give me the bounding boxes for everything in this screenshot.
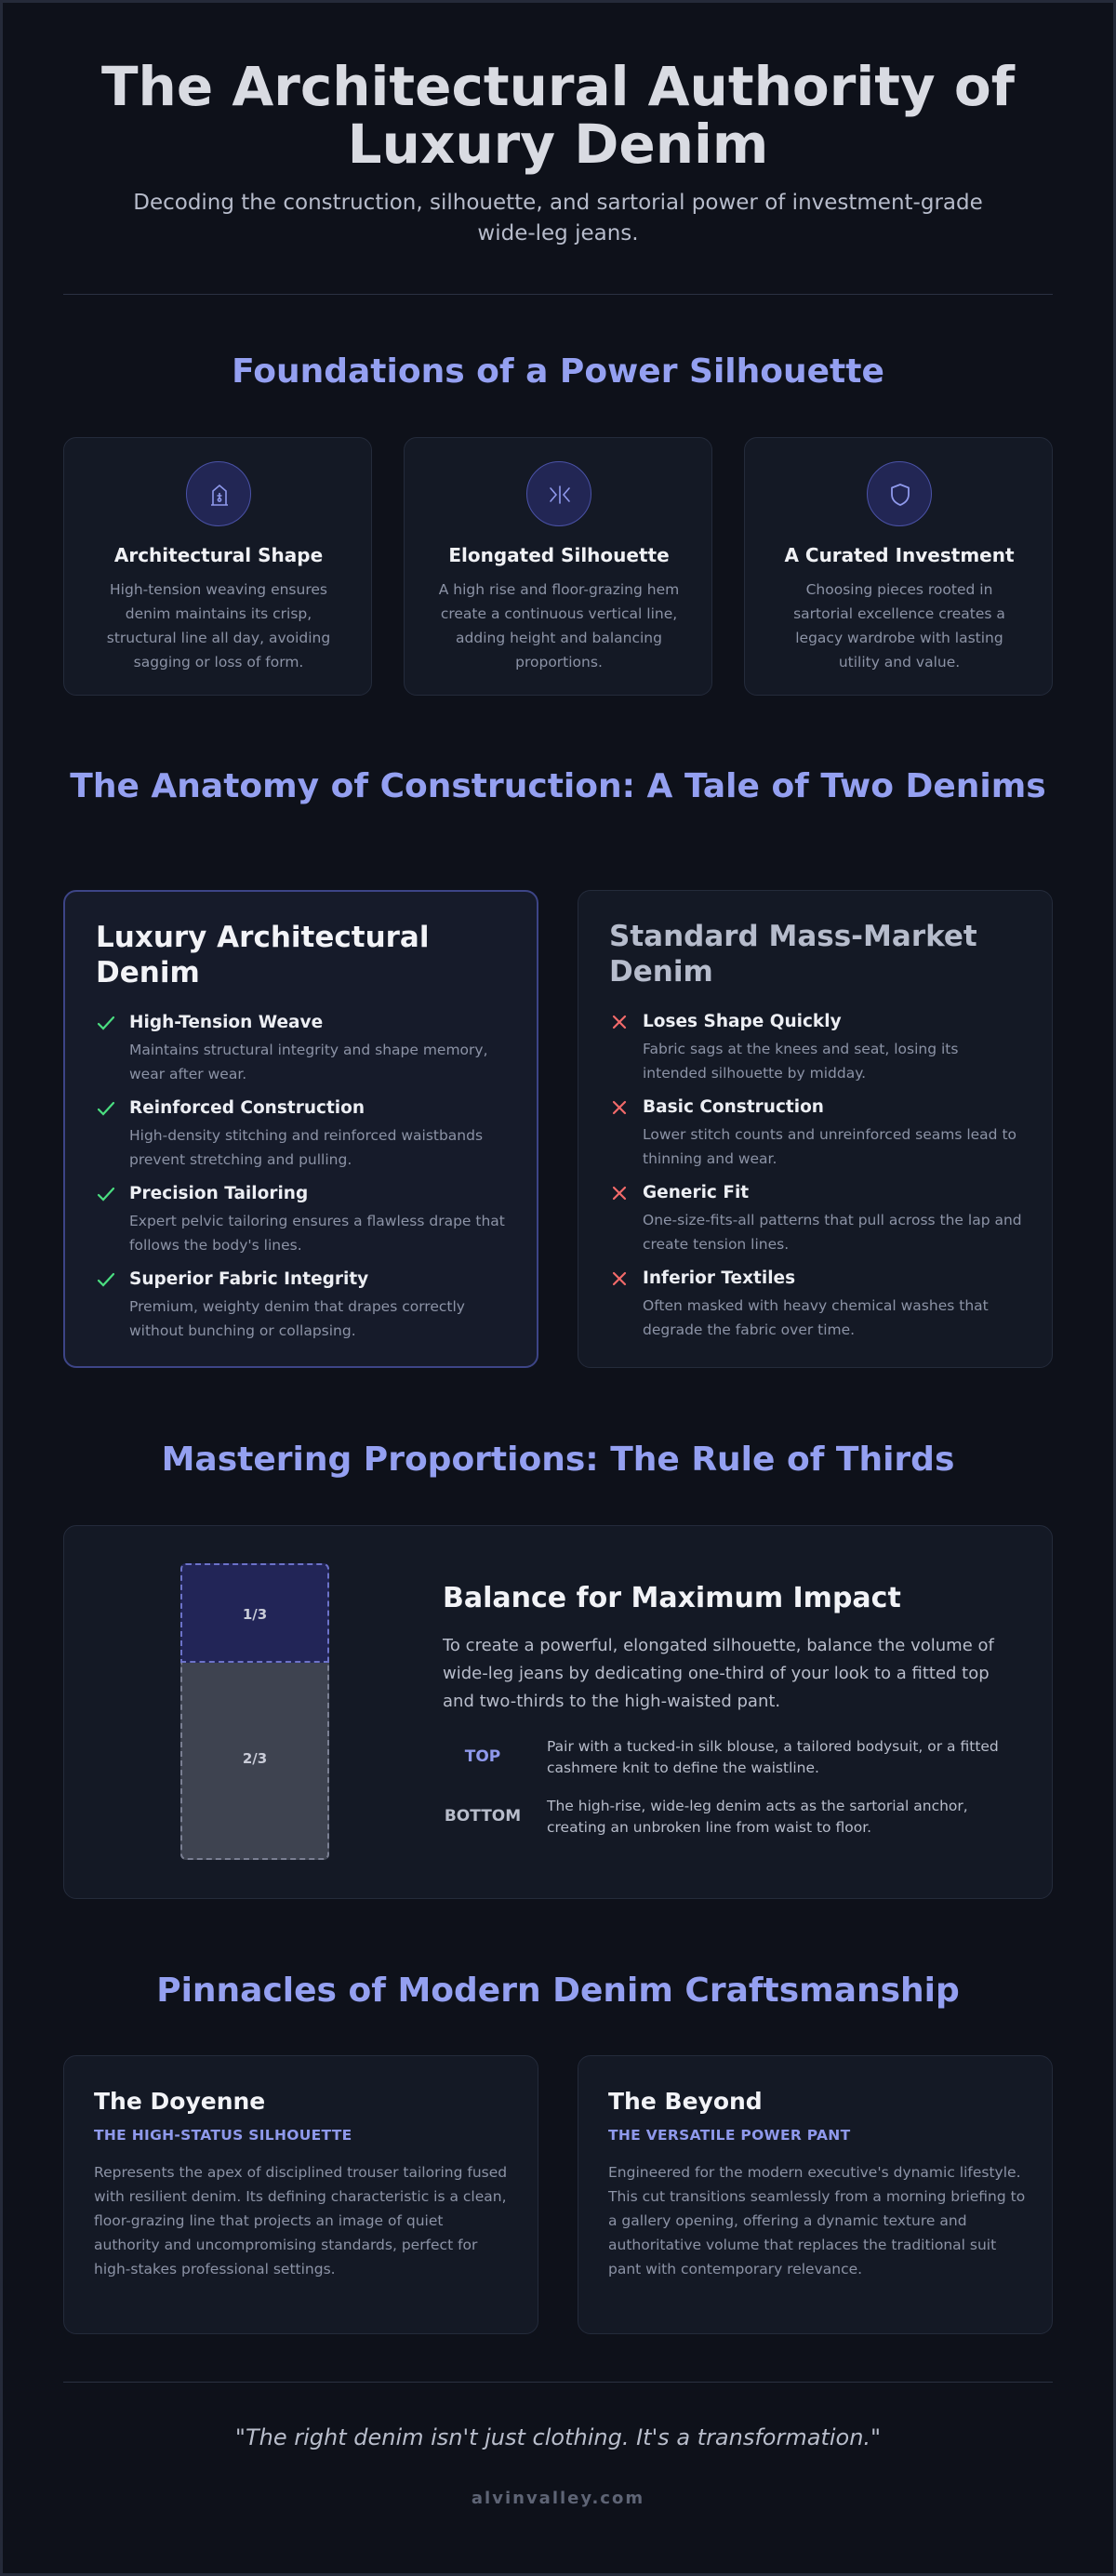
list-item-title: Basic Construction [643, 1097, 824, 1117]
product-text: Engineered for the modern executive's dynamic lifestyle. This cut transitions seamlessly from a morning briefing to a gallery opening, offering a dynamic texture and authoritative volume that replaces the traditional suit pant with contemporary relevance. [608, 2164, 1026, 2277]
product-card-doyenne [63, 2055, 538, 2334]
section-title-proportions: Mastering Proportions: The Rule of Thirds [161, 1441, 955, 1479]
list-item-title: High-Tension Weave [129, 1013, 324, 1032]
divider [63, 2382, 1053, 2383]
foundation-card-title: Architectural Shape [113, 544, 324, 566]
luxury-denim-card [63, 890, 538, 1368]
foundation-card [744, 437, 1053, 696]
list-item-text: Lower stitch counts and unreinforced seams lead to thinning and wear. [643, 1126, 1017, 1167]
foundation-card-title: A Curated Investment [784, 544, 1015, 566]
page-title: The Architectural Authority of Luxury Denim [100, 55, 1016, 176]
bottom-label: BOTTOM [444, 1807, 522, 1826]
list-item-title: Reinforced Construction [129, 1098, 365, 1118]
standard-denim-card [578, 890, 1053, 1368]
bottom-text: The high-rise, wide-leg denim acts as the sartorial anchor, creating an unbroken line from waist to floor. [547, 1798, 968, 1836]
list-item-title: Generic Fit [643, 1183, 750, 1202]
section-title-craftsmanship: Pinnacles of Modern Denim Craftsmanship [156, 1972, 960, 2010]
section-title-foundations: Foundations of a Power Silhouette [232, 352, 884, 391]
top-label: TOP [464, 1747, 501, 1766]
proportions-heading: Balance for Maximum Impact [443, 1582, 901, 1614]
cross-icon [609, 1183, 630, 1203]
product-card-beyond [578, 2055, 1053, 2334]
cross-icon [609, 1268, 630, 1289]
check-icon [96, 1013, 116, 1033]
foundation-card-text: Choosing pieces rooted in sartorial excellence creates a legacy wardrobe with lasting utility and value. [793, 581, 1005, 671]
foundation-card-text: High-tension weaving ensures denim maintains its crisp, structural line all day, avoiding sagging or loss of form. [106, 581, 331, 671]
proportions-card [63, 1525, 1053, 1899]
list-item-text: Expert pelvic tailoring ensures a flawless drape that follows the body's lines. [129, 1213, 505, 1254]
list-item-title: Superior Fabric Integrity [129, 1269, 369, 1289]
compress-arrows-icon [526, 461, 591, 526]
list-item-title: Precision Tailoring [129, 1184, 309, 1203]
luxury-denim-title: Luxury Architectural Denim [96, 921, 430, 989]
list-item-title: Inferior Textiles [643, 1268, 796, 1288]
list-item-title: Loses Shape Quickly [643, 1012, 842, 1031]
product-subtitle: THE VERSATILE POWER PANT [608, 2127, 851, 2144]
list-item-text: One-size-fits-all patterns that pull across the lap and create tension lines. [643, 1212, 1022, 1253]
list-item-text: Maintains structural integrity and shape memory, wear after wear. [129, 1042, 488, 1082]
top-fraction-label: 1/3 [242, 1606, 268, 1623]
top-third-block [180, 1563, 329, 1663]
check-icon [96, 1098, 116, 1119]
closing-quote: "The right denim isn't just clothing. It's a transformation." [234, 2424, 882, 2450]
section-title-anatomy: The Anatomy of Construction: A Tale of Two Denims [70, 767, 1046, 805]
product-subtitle: THE HIGH-STATUS SILHOUETTE [94, 2127, 352, 2144]
list-item-text: Fabric sags at the knees and seat, losing its intended silhouette by midday. [643, 1041, 959, 1082]
cross-icon [609, 1097, 630, 1118]
standard-denim-title: Standard Mass-Market Denim [609, 920, 977, 989]
product-title: The Beyond [608, 2088, 763, 2115]
check-icon [96, 1184, 116, 1204]
page-subtitle: Decoding the construction, silhouette, and sartorial power of investment-grade wide-leg jeans. [133, 191, 983, 246]
foundation-card [63, 437, 372, 696]
bottom-thirds-block [180, 1663, 329, 1860]
footer-site[interactable]: alvinvalley.com [471, 2489, 645, 2508]
list-item-text: Premium, weighty denim that drapes correctly without bunching or collapsing. [129, 1298, 465, 1339]
top-text: Pair with a tucked-in silk blouse, a tailored bodysuit, or a fitted cashmere knit to define the waistline. [547, 1738, 999, 1776]
foundation-card [404, 437, 712, 696]
product-text: Represents the apex of disciplined trouser tailoring fused with resilient denim. Its defining characteristic is a clean, floor-grazing line that projects an image of quiet authority and uncompromising standards, perfect for high-stakes professional settings. [94, 2164, 508, 2277]
product-title: The Doyenne [94, 2088, 266, 2115]
bottom-fraction-label: 2/3 [242, 1750, 268, 1767]
cross-icon [609, 1012, 630, 1032]
list-item-text: Often masked with heavy chemical washes that degrade the fabric over time. [643, 1297, 989, 1338]
divider [63, 294, 1053, 295]
check-icon [96, 1269, 116, 1290]
foundation-card-title: Elongated Silhouette [448, 544, 670, 566]
foundation-card-text: A high rise and floor-grazing hem create a continuous vertical line, adding height and balancing proportions. [438, 581, 680, 671]
architecture-icon [186, 461, 251, 526]
list-item-text: High-density stitching and reinforced waistbands prevent stretching and pulling. [129, 1127, 484, 1168]
proportions-text: To create a powerful, elongated silhouette, balance the volume of wide-leg jeans by dedicating one-third of your look to a fitted top and two-thirds to the high-waisted pant. [443, 1636, 994, 1711]
shield-icon [867, 461, 932, 526]
